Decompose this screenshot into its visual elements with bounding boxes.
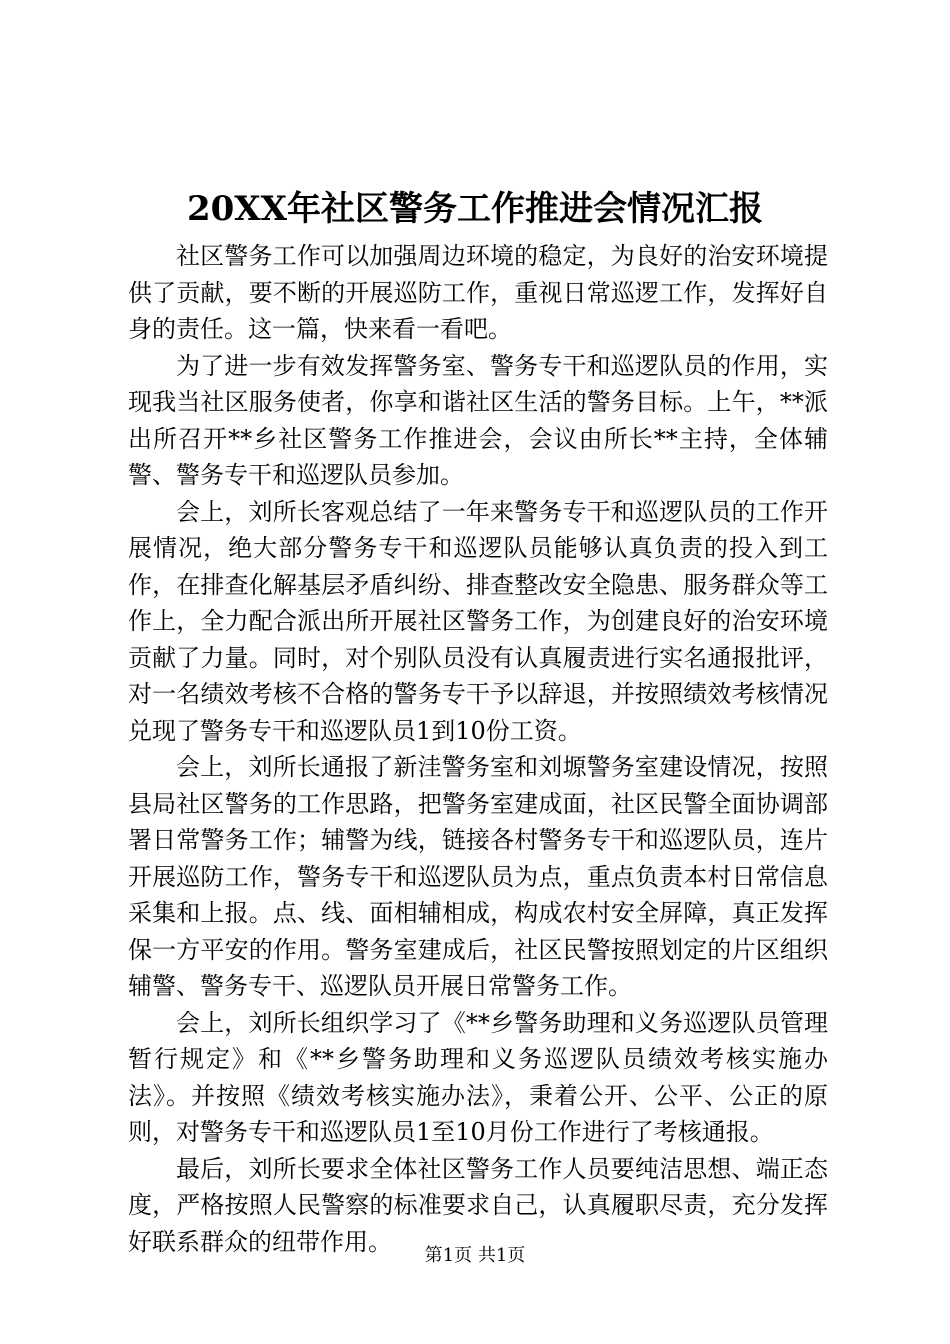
paragraph-regulations: 会上，刘所长组织学习了《**乡警务助理和义务巡逻队员管理暂行规定》和《**乡警务助理和义务巡逻队员绩效考核实施办法》。并按照《绩效考核实施办法》，秉着公开、公平、公正的原则，对警务专干和巡逻队员1至10月份工作进行了考核通报。 [128,1008,828,1146]
paragraph-meeting: 为了进一步有效发挥警务室、警务专干和巡逻队员的作用，实现我当社区服务使者，你享和谐社区生活的警务目标。上午，**派出所召开**乡社区警务工作推进会，会议由所长**主持，全体辅警、警务专干和巡逻队员参加。 [128,351,828,489]
page-footer: 第1页 共1页 [424,1245,526,1266]
document-body [128,238,828,1260]
paragraph-conclusion: 最后，刘所长要求全体社区警务工作人员要纯洁思想、端正态度，严格按照人民警察的标准要求自己，认真履职尽责，充分发挥好联系群众的纽带作用。 [128,1154,828,1256]
paragraph-summary: 会上，刘所长客观总结了一年来警务专干和巡逻队员的工作开展情况，绝大部分警务专干和巡逻队员能够认真负责的投入到工作，在排查化解基层矛盾纠纷、排查整改安全隐患、服务群众等工作上，全力配合派出所开展社区警务工作，为创建良好的治安环境贡献了力量。同时，对个别队员没有认真履责进行实名通报批评，对一名绩效考核不合格的警务专干予以辞退，并按照绩效考核情况兑现了警务专干和巡逻队员1到10份工资。 [128,497,828,745]
paragraph-police-room: 会上，刘所长通报了新洼警务室和刘塬警务室建设情况，按照县局社区警务的工作思路，把警务室建成面，社区民警全面协调部署日常警务工作；辅警为线，链接各村警务专干和巡逻队员，连片开展巡防工作，警务专干和巡逻队员为点，重点负责本村日常信息采集和上报。点、线、面相辅相成，构成农村安全屏障，真正发挥保一方平安的作用。警务室建成后，社区民警按照划定的片区组织辅警、警务专干、巡逻队员开展日常警务工作。 [128,753,828,1000]
paragraph-intro: 社区警务工作可以加强周边环境的稳定，为良好的治安环境提供了贡献，要不断的开展巡防工作，重视日常巡逻工作，发挥好自身的责任。这一篇，快来看一看吧。 [128,242,828,343]
document-title: 20XX年社区警务工作推进会情况汇报 [186,189,764,229]
